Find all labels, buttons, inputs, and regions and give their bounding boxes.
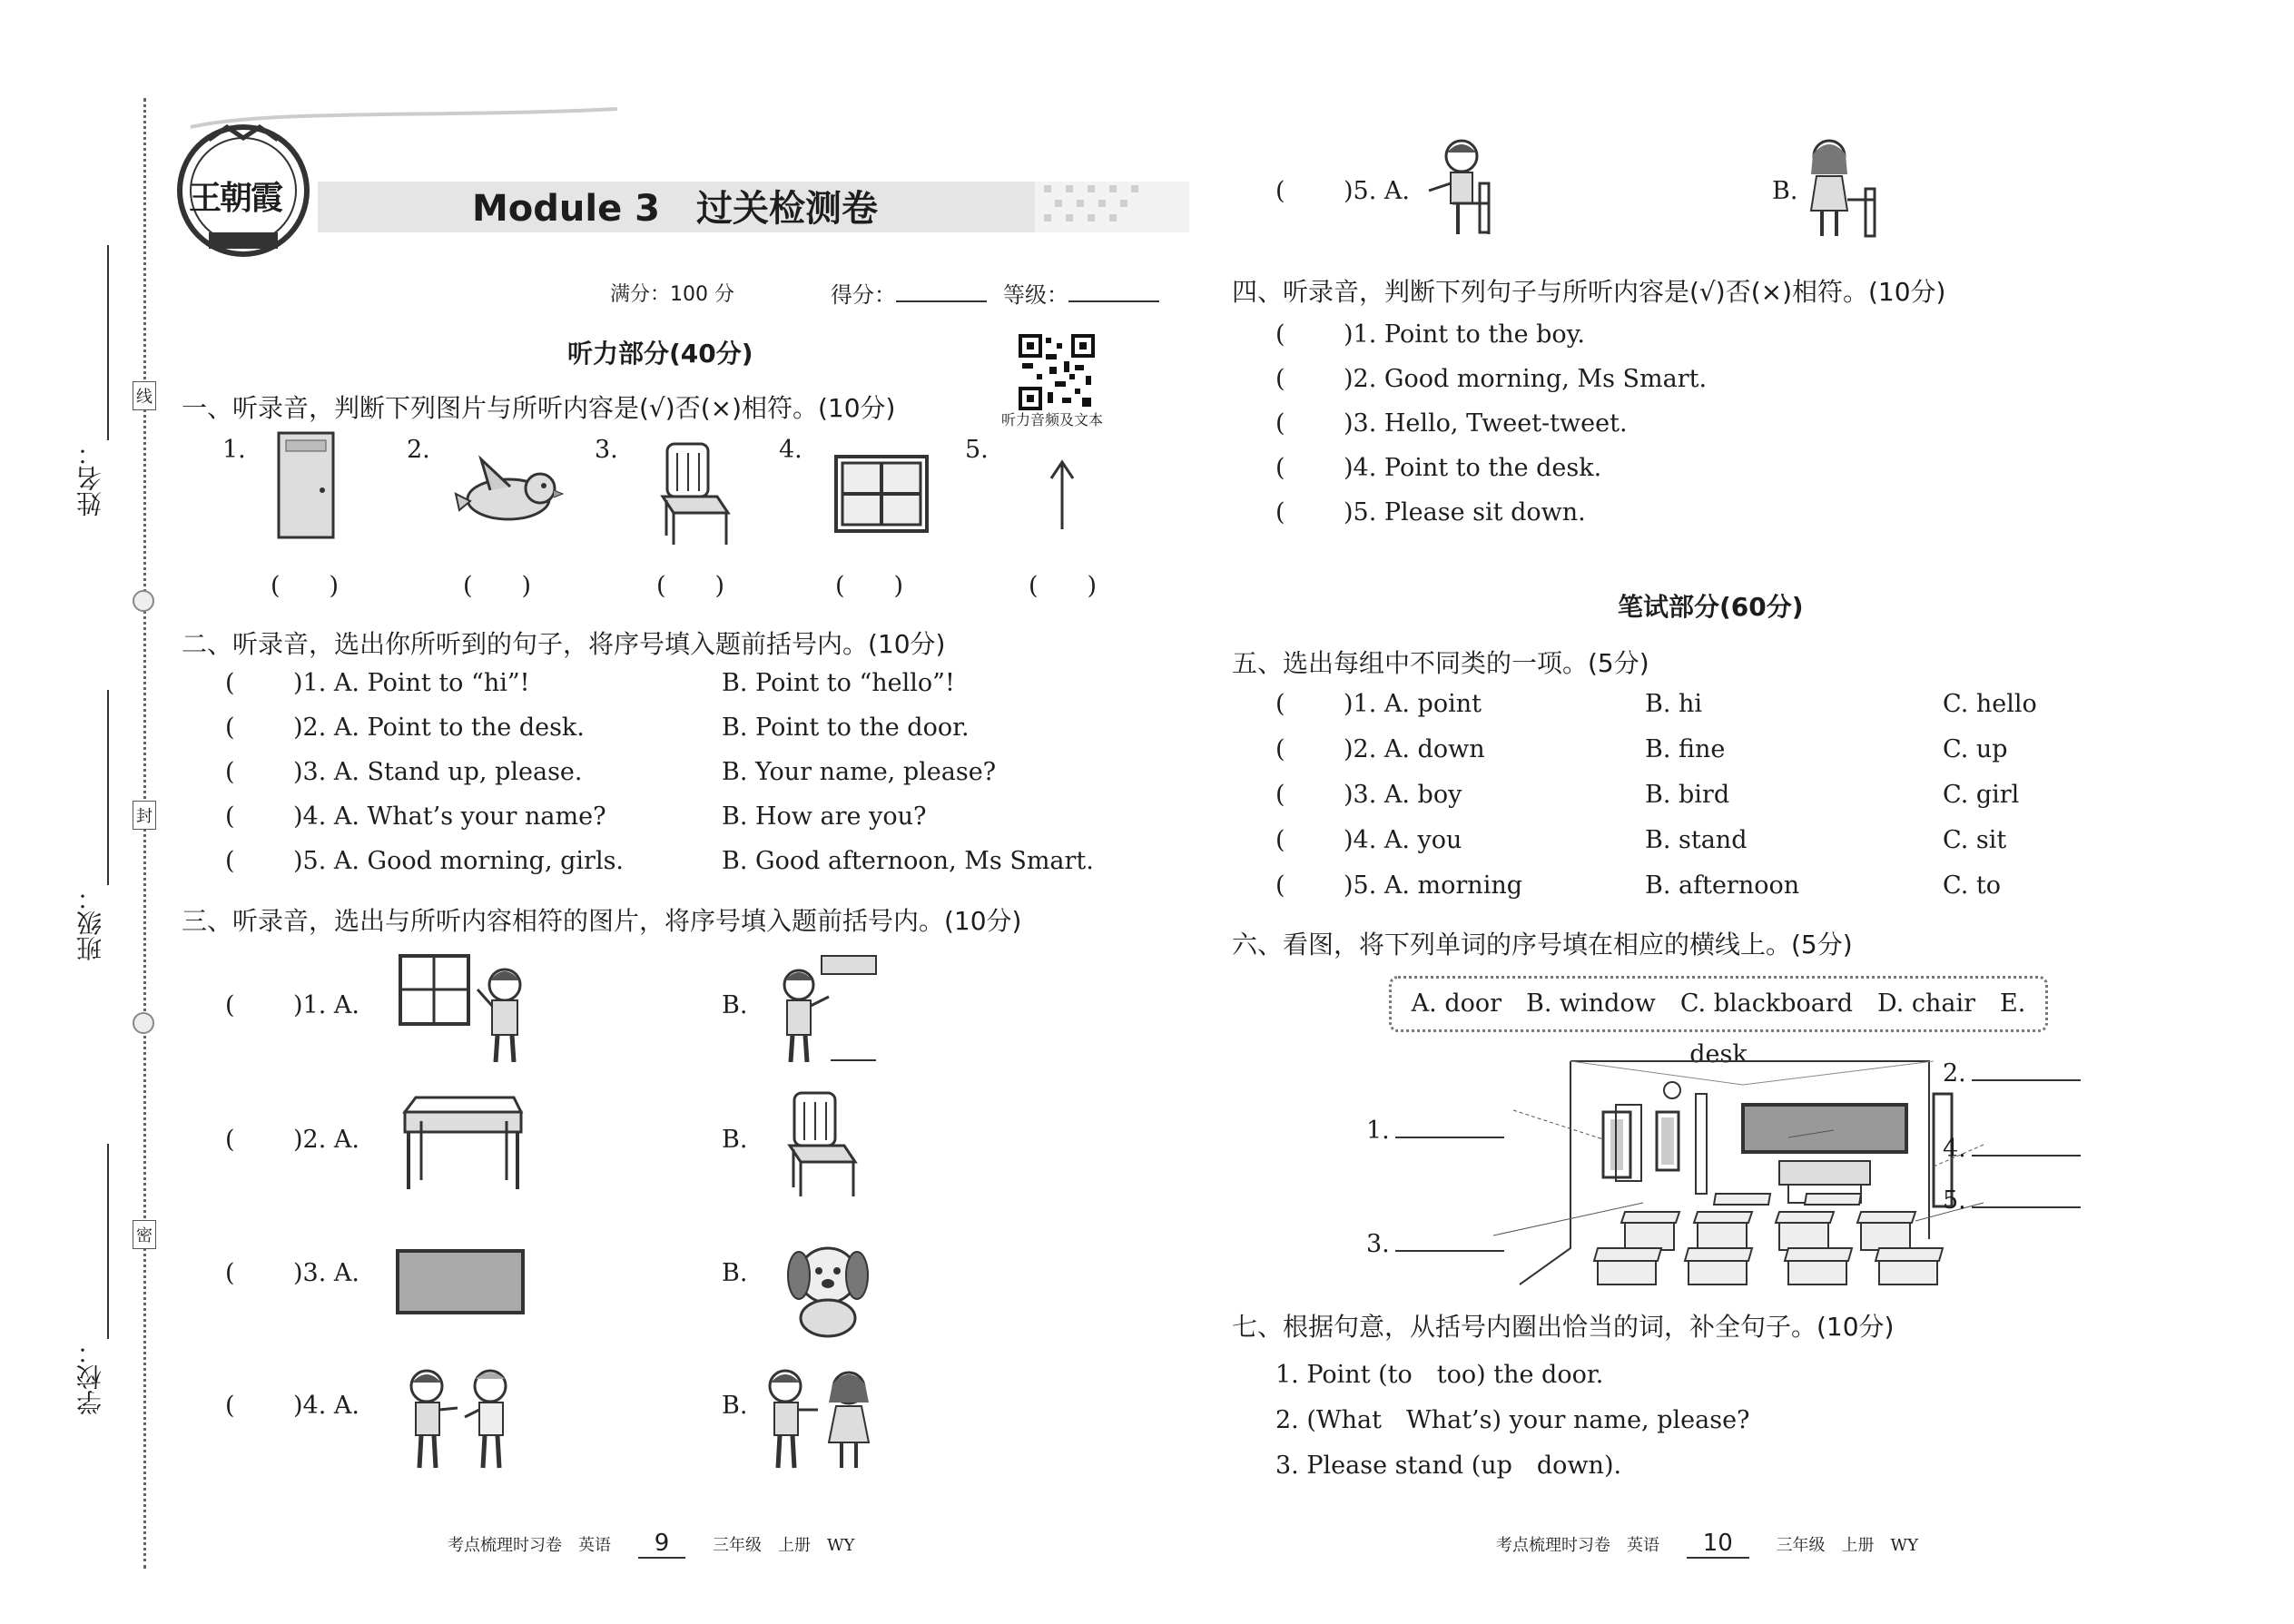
bird-picture xyxy=(454,454,563,531)
answer-paren[interactable]: ( xyxy=(1275,498,1285,527)
label-5[interactable] xyxy=(1943,1186,2081,1215)
door-picture xyxy=(277,431,340,540)
class-field[interactable] xyxy=(73,690,109,971)
s3-option-b: B. xyxy=(1772,177,1798,205)
footer-right xyxy=(1496,1530,1918,1559)
answer-paren[interactable]: ( xyxy=(1275,365,1285,393)
school-label: 学校： xyxy=(75,1339,105,1415)
s2-row xyxy=(225,758,583,786)
s3-option-b: B. xyxy=(722,1392,748,1420)
writing-header: 笔试部分(60分) xyxy=(1618,592,1804,622)
answer-paren[interactable]: ( xyxy=(1275,177,1285,205)
s5-option-b: B. hi xyxy=(1645,690,1703,718)
logo-text: 王朝霞 xyxy=(189,180,282,217)
boy-door-picture xyxy=(758,953,885,1067)
label-2-num: 2. xyxy=(1943,1059,1966,1088)
s5-option-c: C. up xyxy=(1943,735,2008,763)
cut-mark-2: 封 xyxy=(133,801,156,830)
s5-row xyxy=(1275,781,1462,809)
footer-right-book: 考点梳理时习卷 英语 xyxy=(1496,1536,1659,1555)
s7-sentence-2[interactable]: 2. (What What’s) your name, please? xyxy=(1275,1406,1750,1434)
label-4-num: 4. xyxy=(1943,1135,1966,1163)
chair-picture xyxy=(654,440,735,549)
section5-title: 五、选出每组中不同类的一项。(5分) xyxy=(1232,648,1649,678)
answer-paren[interactable]: ( xyxy=(225,1392,235,1420)
s3-option-b: B. xyxy=(722,1259,748,1287)
answer-paren[interactable]: ( xyxy=(225,847,235,875)
s3-option-a: )4. A. xyxy=(293,1392,359,1420)
s5-row xyxy=(1275,690,1482,718)
s5-option-a: )5. A. morning xyxy=(1344,871,1523,900)
s1-num-4: 4. xyxy=(779,436,802,464)
footer-left xyxy=(448,1530,854,1559)
page-title: Module 3 过关检测卷 xyxy=(472,188,878,230)
qr-caption: 听力音频及文本 xyxy=(1001,411,1104,428)
s4-sentence: )4. Point to the desk. xyxy=(1344,454,1602,482)
s5-option-b: B. stand xyxy=(1645,826,1748,854)
s5-option-a: )2. A. down xyxy=(1344,735,1485,763)
s3-row xyxy=(225,1126,359,1154)
s4-sentence: )1. Point to the boy. xyxy=(1344,320,1585,349)
binding-hole-1 xyxy=(133,590,154,612)
answer-paren[interactable]: ( xyxy=(1275,871,1285,900)
boy-and-girl-picture xyxy=(758,1366,885,1475)
s5-row xyxy=(1275,871,1522,900)
class-label: 班级： xyxy=(75,885,105,961)
up-arrow-picture xyxy=(1044,458,1080,531)
s7-sentence-3[interactable]: 3. Please stand (up down). xyxy=(1275,1452,1622,1480)
boy-sitting-picture xyxy=(1416,136,1516,241)
s4-sentence: )5. Please sit down. xyxy=(1344,498,1586,527)
footer-left-book: 考点梳理时习卷 英语 xyxy=(448,1536,611,1555)
s5-option-c: C. hello xyxy=(1943,690,2037,718)
binding-hole-2 xyxy=(133,1012,154,1034)
s3-option-a: )5. A. xyxy=(1344,177,1410,205)
s1-num-2: 2. xyxy=(407,436,430,464)
label-4[interactable] xyxy=(1943,1135,2081,1163)
section7-title: 七、根据句意，从括号内圈出恰当的词，补全句子。(10分) xyxy=(1232,1312,1895,1342)
label-3-num: 3. xyxy=(1366,1230,1390,1258)
qr-code[interactable] xyxy=(1019,334,1095,410)
s4-row xyxy=(1275,454,1601,482)
school-field[interactable] xyxy=(73,1144,109,1425)
s1-num-5: 5. xyxy=(965,436,989,464)
window-picture xyxy=(833,454,933,536)
girl-chair-picture xyxy=(1802,136,1893,241)
s7-sentence-1[interactable]: 1. Point (to too) the door. xyxy=(1275,1361,1604,1389)
score-field[interactable] xyxy=(831,277,987,309)
s5-option-a: )4. A. you xyxy=(1344,826,1462,854)
s3-option-b: B. xyxy=(722,1126,748,1154)
s2-row xyxy=(225,802,606,831)
window-boy-picture xyxy=(398,953,543,1067)
s2-option-a: )5. A. Good morning, girls. xyxy=(293,847,625,875)
chair-picture-2 xyxy=(781,1089,862,1203)
section6-title: 六、看图，将下列单词的序号填在相应的横线上。(5分) xyxy=(1232,930,1853,960)
answer-paren[interactable]: ( xyxy=(1275,826,1285,854)
label-2[interactable] xyxy=(1943,1059,2081,1088)
s3-option-a: )2. A. xyxy=(293,1126,359,1154)
s5-option-a: )3. A. boy xyxy=(1344,781,1462,809)
answer-paren[interactable]: ( xyxy=(225,714,235,742)
answer-paren[interactable]: ( xyxy=(225,991,235,1019)
answer-paren[interactable]: ( xyxy=(1275,320,1285,349)
s2-option-a: )3. A. Stand up, please. xyxy=(293,758,583,786)
answer-paren[interactable]: ( xyxy=(225,758,235,786)
label-1[interactable] xyxy=(1366,1117,1504,1145)
s2-option-a: )2. A. Point to the desk. xyxy=(293,714,585,742)
cut-line xyxy=(143,98,146,1569)
s4-sentence: )2. Good morning, Ms Smart. xyxy=(1344,365,1708,393)
answer-paren[interactable]: ( xyxy=(1275,690,1285,718)
answer-paren[interactable]: ( xyxy=(1275,735,1285,763)
footer-left-page: 9 xyxy=(638,1530,686,1559)
s4-row xyxy=(1275,365,1707,393)
s3-option-b: B. xyxy=(722,991,748,1019)
answer-paren[interactable]: ( xyxy=(1275,409,1285,438)
s5-option-c: C. sit xyxy=(1943,826,2007,854)
s3-row xyxy=(1275,177,1410,205)
s1-answer-2[interactable]: ( ) xyxy=(463,572,532,600)
section1-title: 一、听录音，判断下列图片与所听内容是(√)否(×)相符。(10分) xyxy=(182,393,896,423)
s5-option-a: )1. A. point xyxy=(1344,690,1482,718)
answer-paren[interactable]: ( xyxy=(225,1126,235,1154)
label-1-num: 1. xyxy=(1366,1117,1390,1145)
s2-option-b: B. How are you? xyxy=(722,802,927,831)
name-field[interactable] xyxy=(73,245,109,527)
s5-option-b: B. fine xyxy=(1645,735,1726,763)
label-3[interactable] xyxy=(1366,1230,1504,1258)
section3-title: 三、听录音，选出与所听内容相符的图片，将序号填入题前括号内。(10分) xyxy=(182,906,1022,936)
word-box: A. door B. window C. blackboard D. chair E. desk xyxy=(1389,976,2048,1032)
s3-option-a: )3. A. xyxy=(293,1259,359,1287)
dog-picture xyxy=(783,1235,873,1339)
footer-left-grade: 三年级 上册 WY xyxy=(713,1536,855,1555)
cut-mark-3: 密 xyxy=(133,1220,156,1249)
s2-option-b: B. Point to the door. xyxy=(722,714,970,742)
s5-row xyxy=(1275,735,1485,763)
footer-right-grade: 三年级 上册 WY xyxy=(1776,1536,1918,1555)
s5-option-c: C. girl xyxy=(1943,781,2020,809)
s2-row xyxy=(225,847,624,875)
name-label: 姓名： xyxy=(75,440,105,517)
s2-option-a: )1. A. Point to “hi”! xyxy=(293,669,530,697)
s2-option-a: )4. A. What’s your name? xyxy=(293,802,606,831)
s4-sentence: )3. Hello, Tweet-tweet. xyxy=(1344,409,1628,438)
answer-paren[interactable]: ( xyxy=(225,802,235,831)
s3-row xyxy=(225,1392,359,1420)
grade-field[interactable] xyxy=(1003,277,1159,309)
s1-answer-3[interactable]: ( ) xyxy=(656,572,725,600)
s3-row xyxy=(225,1259,359,1287)
boy-and-boy-picture xyxy=(399,1366,527,1475)
s2-option-b: B. Your name, please? xyxy=(722,758,997,786)
s4-row xyxy=(1275,498,1586,527)
s5-option-c: C. to xyxy=(1943,871,2001,900)
classroom-picture xyxy=(1516,1058,1988,1289)
s5-option-b: B. afternoon xyxy=(1645,871,1800,900)
score-label: 得分： xyxy=(831,282,896,308)
s2-row xyxy=(225,714,585,742)
answer-paren[interactable]: ( xyxy=(1275,454,1285,482)
s4-row xyxy=(1275,409,1628,438)
s1-answer-1[interactable]: ( ) xyxy=(271,572,340,600)
grade-label: 等级： xyxy=(1003,282,1068,308)
footer-right-page: 10 xyxy=(1687,1530,1749,1559)
cut-mark-1: 线 xyxy=(133,381,156,410)
s1-num-3: 3. xyxy=(595,436,618,464)
s3-option-a: )1. A. xyxy=(293,991,359,1019)
section2-title: 二、听录音，选出你所听到的句子，将序号填入题前括号内。(10分) xyxy=(182,629,946,659)
s2-option-b: B. Good afternoon, Ms Smart. xyxy=(722,847,1094,875)
listening-header: 听力部分(40分) xyxy=(567,339,753,369)
desk-picture xyxy=(398,1094,525,1194)
s1-num-1: 1. xyxy=(222,436,246,464)
s3-row xyxy=(225,991,359,1019)
answer-paren[interactable]: ( xyxy=(1275,781,1285,809)
s2-option-b: B. Point to “hello”! xyxy=(722,669,955,697)
answer-paren[interactable]: ( xyxy=(225,1259,235,1287)
blackboard-picture xyxy=(395,1248,527,1316)
answer-paren[interactable]: ( xyxy=(225,669,235,697)
s5-option-b: B. bird xyxy=(1645,781,1730,809)
s4-row xyxy=(1275,320,1585,349)
s1-answer-5[interactable]: ( ) xyxy=(1029,572,1098,600)
s2-row xyxy=(225,669,530,697)
label-5-num: 5. xyxy=(1943,1186,1966,1215)
full-score: 满分：100 分 xyxy=(610,283,734,306)
section4-title: 四、听录音，判断下列句子与所听内容是(√)否(×)相符。(10分) xyxy=(1232,277,1946,307)
s5-row xyxy=(1275,826,1462,854)
s1-answer-4[interactable]: ( ) xyxy=(835,572,904,600)
